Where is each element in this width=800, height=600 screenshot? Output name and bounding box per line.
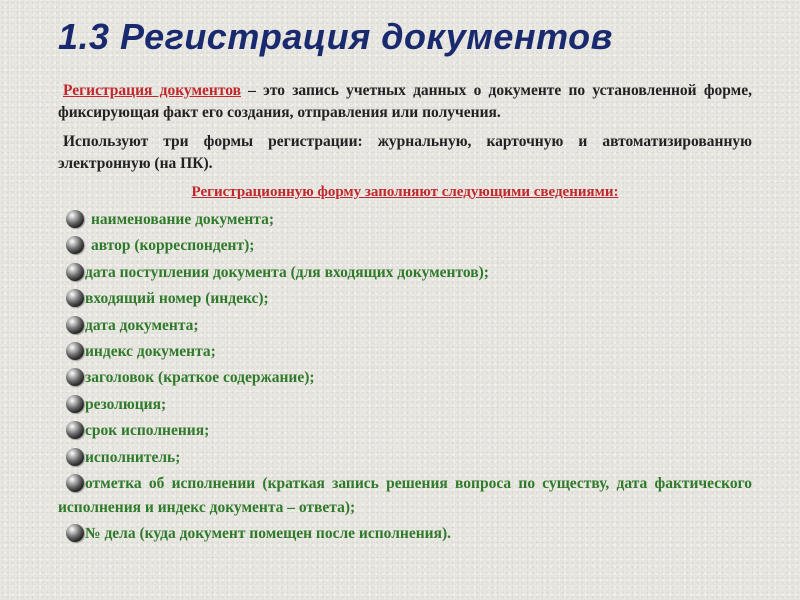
slide-content — [58, 80, 752, 547]
list-item — [58, 472, 752, 520]
sphere-bullet-icon — [66, 395, 84, 413]
sphere-bullet-icon — [66, 421, 84, 439]
list-item-text: дата поступления документа (для входящих документов); — [85, 263, 489, 281]
sphere-bullet-icon — [66, 289, 84, 307]
list-item — [58, 392, 752, 418]
sphere-bullet-icon — [66, 448, 84, 466]
definition-paragraph — [58, 80, 752, 124]
list-item-text: входящий номер (индекс); — [85, 290, 269, 308]
list-item-text: наименование документа; — [91, 211, 275, 228]
list-item — [58, 286, 752, 312]
list-item-text: отметка об исполнении (краткая запись решения вопроса по существу, дата фактического исполнения и индекс документа – ответа); — [58, 474, 752, 516]
list-item-text: дата документа; — [85, 316, 199, 334]
list-item-text: заголовок (краткое содержание); — [85, 369, 315, 387]
definition-text: – это запись учетных данных о документе по установленной форме, фиксирующая факт его создания, отправления или получения. — [58, 82, 752, 121]
list-item — [58, 365, 752, 391]
sphere-bullet-icon — [66, 368, 84, 386]
list-item — [58, 521, 752, 547]
list-item — [58, 339, 752, 365]
list-item-text: № дела (куда документ помещен после исполнения). — [85, 524, 451, 542]
page-title: 1.3 Регистрация документов — [58, 16, 613, 57]
list-item-text: резолюция; — [85, 395, 167, 413]
list-item — [58, 445, 752, 471]
list-item — [58, 313, 752, 339]
list-item-text: срок исполнения; — [85, 422, 210, 440]
definition-term: Регистрация документов — [63, 82, 241, 99]
sphere-bullet-icon — [66, 474, 84, 492]
list-item — [58, 207, 752, 233]
registration-forms-paragraph: Используют три формы регистрации: журнальную, карточную и автоматизированную электронную (на ПК). — [58, 133, 752, 172]
list-item-text: автор (корреспондент); — [91, 237, 255, 255]
sphere-bullet-icon — [66, 236, 84, 254]
list-item — [58, 418, 752, 444]
sphere-bullet-icon — [66, 210, 84, 228]
list-heading: Регистрационную форму заполняют следующими сведениями: — [191, 184, 619, 200]
list-item-text: индекс документа; — [85, 342, 216, 360]
sphere-bullet-icon — [66, 263, 84, 281]
list-item — [58, 260, 752, 286]
sphere-bullet-icon — [66, 342, 84, 360]
registration-fields-list — [58, 207, 752, 547]
list-item — [58, 233, 752, 259]
sphere-bullet-icon — [66, 524, 84, 542]
sphere-bullet-icon — [66, 316, 84, 334]
list-item-text: исполнитель; — [85, 448, 181, 466]
